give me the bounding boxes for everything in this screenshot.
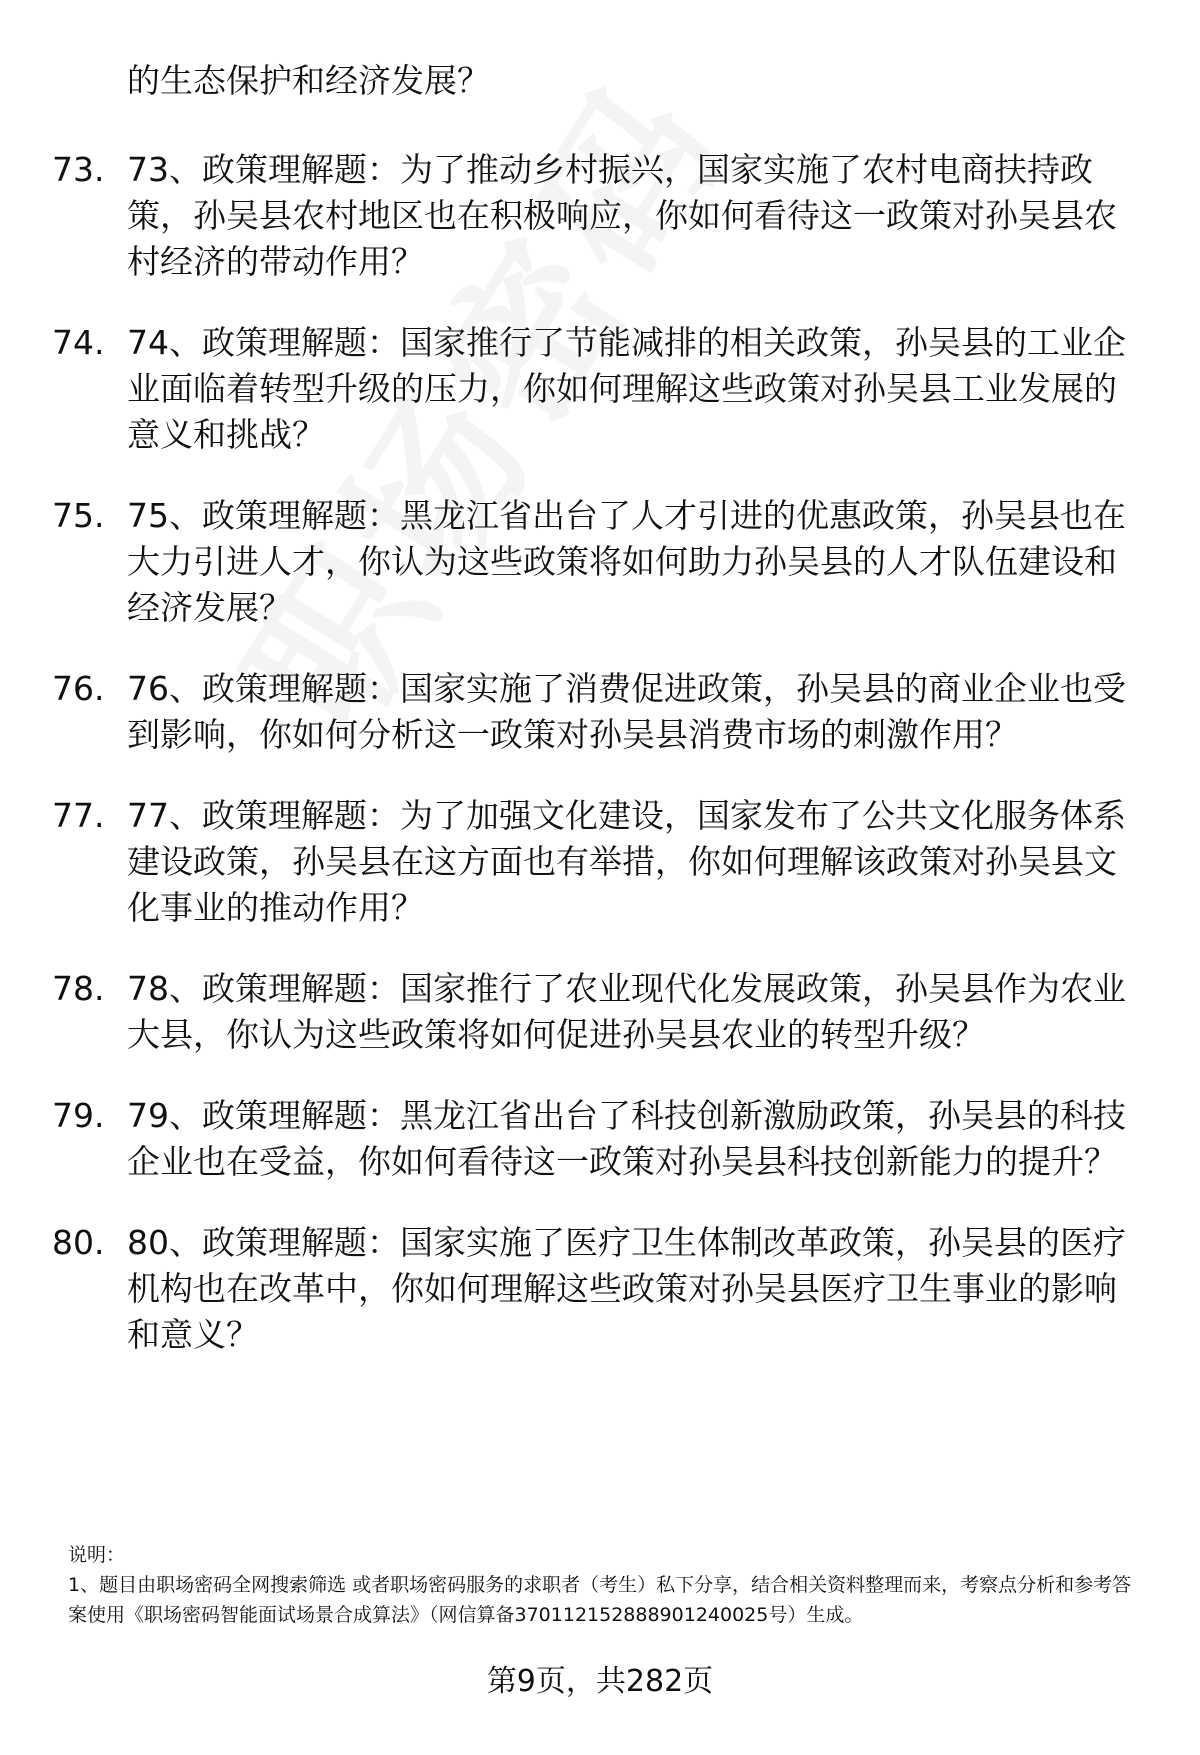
notes-heading: 说明： xyxy=(68,1544,126,1566)
page-number: 第9页，共282页 xyxy=(486,1664,714,1699)
question-item xyxy=(52,966,1152,1058)
notes-body: 1、题目由职场密码全网搜索筛选 或者职场密码服务的求职者（考生）私下分享，结合相关资料整理而来，考察点分析和参考答案使用《职场密码智能面试场景合成算法》（网信算备370112152888901240025号）生成。 xyxy=(68,1574,1132,1626)
question-item xyxy=(52,147,1152,285)
question-text: 80、政策理解题：国家实施了医疗卫生体制改革政策，孙吴县的医疗机构也在改革中，你如何理解这些政策对孙吴县医疗卫生事业的影响和意义？ xyxy=(127,1223,1126,1354)
question-text: 79、政策理解题：黑龙江省出台了科技创新激励政策，孙吴县的科技企业也在受益，你如何看待这一政策对孙吴县科技创新能力的提升？ xyxy=(127,1096,1126,1181)
question-text: 76、政策理解题：国家实施了消费促进政策，孙吴县的商业企业也受到影响，你如何分析这一政策对孙吴县消费市场的刺激作用？ xyxy=(127,669,1126,754)
question-number: 73. xyxy=(52,150,105,189)
question-item xyxy=(52,666,1152,758)
question-number: 76. xyxy=(52,669,105,708)
question-item xyxy=(52,1093,1152,1185)
continuation-text: 的生态保护和经济发展？ xyxy=(127,61,490,100)
question-item xyxy=(52,320,1152,458)
question-number: 80. xyxy=(52,1223,105,1262)
question-text: 73、政策理解题：为了推动乡村振兴，国家实施了农村电商扶持政策，孙吴县农村地区也在积极响应，你如何看待这一政策对孙吴县农村经济的带动作用？ xyxy=(127,150,1117,281)
question-list xyxy=(52,147,1152,1393)
question-number: 75. xyxy=(52,496,105,535)
question-text: 74、政策理解题：国家推行了节能减排的相关政策，孙吴县的工业企业面临着转型升级的压力，你如何理解这些政策对孙吴县工业发展的意义和挑战？ xyxy=(127,323,1126,454)
question-number: 77. xyxy=(52,796,105,835)
question-item xyxy=(52,793,1152,931)
question-item xyxy=(52,1220,1152,1358)
question-text: 78、政策理解题：国家推行了农业现代化发展政策，孙吴县作为农业大县，你认为这些政策将如何促进孙吴县农业的转型升级？ xyxy=(127,969,1126,1054)
question-number: 79. xyxy=(52,1096,105,1135)
question-text: 77、政策理解题：为了加强文化建设，国家发布了公共文化服务体系建设政策，孙吴县在这方面也有举措，你如何理解该政策对孙吴县文化事业的推动作用？ xyxy=(127,796,1126,927)
question-item xyxy=(52,493,1152,631)
notes-section xyxy=(68,1540,1148,1630)
question-text: 75、政策理解题：黑龙江省出台了人才引进的优惠政策，孙吴县也在大力引进人才，你认为这些政策将如何助力孙吴县的人才队伍建设和经济发展？ xyxy=(127,496,1126,627)
question-number: 78. xyxy=(52,969,105,1008)
question-number: 74. xyxy=(52,323,105,362)
